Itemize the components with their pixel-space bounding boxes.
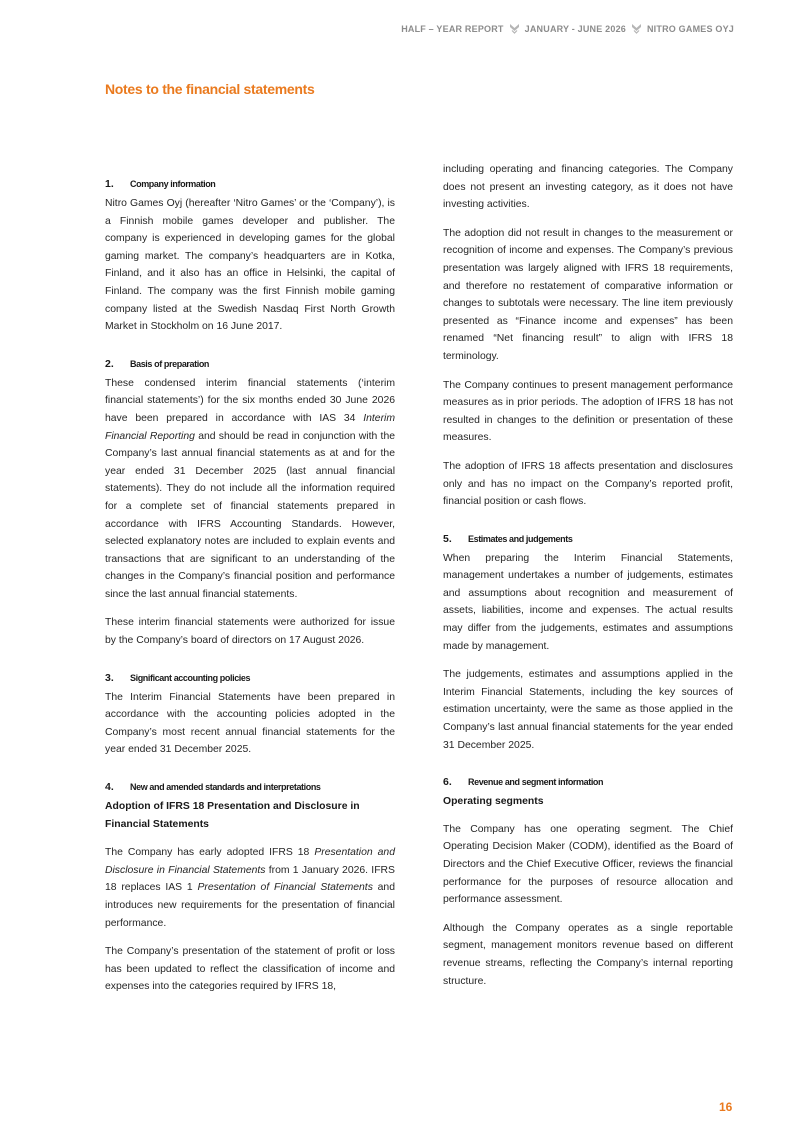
running-header [401,22,734,35]
left-column [105,178,395,1007]
section-5-paragraph-1: When preparing the Interim Financial Statements, management undertakes a number of judgements, estimates and assumptions about recognition and measurement of assets, liabilities, income and expenses. The actual results may differ from the judgements, estimates and assumptions made by management. [443,552,733,652]
section-4-paragraph-4: The Company continues to present management performance measures as in prior periods. The adoption of IFRS 18 has not resulted in changes to the definition or presentation of these measures. [443,379,733,444]
section-2-paragraph-2: These interim financial statements were authorized for issue by the Company’s board of directors on 17 August 2026. [105,617,395,647]
header-report-label: HALF – YEAR REPORT [401,23,504,34]
header-period-label: JANUARY - JUNE 2026 [524,23,626,34]
nitro-chevron-icon [509,23,520,36]
section-4-paragraph-3: The adoption did not result in changes to the measurement or recognition of income and expenses. The Company’s previous presentation was largely aligned with IFRS 18 requirements, and therefore no restatement of comparative information or changes to subtotals were necessary. The line item previously presented as “Finance income and expenses” has been renamed “Net financing result” to align with IFRS 18 terminology. [443,227,733,362]
section-3-paragraph: The Interim Financial Statements have been prepared in accordance with the accounting policies adopted in the Company’s most recent annual financial statements for the year ended 31 December 2025. [105,691,395,756]
section-number: 5. [443,532,452,545]
section-6-heading [443,776,733,788]
section-4-paragraph-2-continued: including operating and financing categories. The Company does not present an investing category, as it does not have investing activities. [443,164,733,211]
header-company-label: NITRO GAMES OYJ [646,23,734,34]
section-1-paragraph: Nitro Games Oyj (hereafter ‘Nitro Games’ or the ‘Company’), is a Finnish mobile games developer and publisher. The company is experienced in developing games for the global gaming market. The company’s headquarters are in Kotka, Finland, and it also has an office in Helsinki, the capital of Finland. The company was the first Finnish mobile gaming company listed at the Swedish Nasdaq First North Growth Market in Stockholm on 16 June 2017. [105,198,395,333]
section-title: New and amended standards and interpretations [130,782,321,793]
section-6-subheading: Operating segments [443,796,544,808]
section-4-subheading: Adoption of IFRS 18 Presentation and Disclosure in Financial Statements [105,801,360,830]
section-5-heading [443,533,733,545]
section-3-heading [105,672,395,684]
section-title: Significant accounting policies [130,672,251,683]
section-title: Estimates and judgements [468,533,573,544]
section-2-heading [105,358,395,370]
page-title: Notes to the financial statements [105,81,315,97]
section-6-paragraph-2: Although the Company operates as a single reportable segment, management monitors revenue based on different revenue streams, reflecting the Company’s internal reporting structure. [443,922,733,987]
section-number: 2. [105,357,114,370]
section-2-paragraph-1: These condensed interim financial statements (‘interim financial statements’) for the six months ended 30 June 2026 have been prepared in accordance with IAS 34 Interim Financial Reporting and should be read in conjunction with the Company’s last annual financial statements as at and for the year ended 31 December 2025 (last annual financial statements). They do not include all the information required for a complete set of financial statements prepared in accordance with IFRS Accounting Standards. However, selected explanatory notes are included to explain events and transactions that are significant to an understanding of the changes in the Company’s financial position and performance since the last annual financial statements. [105,377,395,600]
section-4-paragraph-2: The Company’s presentation of the statement of profit or loss has been updated to reflect the classification of income and expenses into the categories required by IFRS 18, [105,946,395,993]
section-number: 3. [105,671,114,684]
section-6-paragraph-1: The Company has one operating segment. The Chief Operating Decision Maker (CODM), identified as the Board of Directors and the Chief Executive Officer, reviews the financial performance for the purposes of resource allocation and performance assessment. [443,823,733,906]
section-number: 6. [443,776,452,789]
section-title: Revenue and segment information [468,777,604,788]
section-title: Basis of preparation [130,358,210,369]
section-number: 4. [105,781,114,794]
right-column [443,161,733,1001]
section-4-paragraph-5: The adoption of IFRS 18 affects presentation and disclosures only and has no impact on the Company’s reported profit, financial position or cash flows. [443,460,733,508]
section-4-paragraph-1: The Company has early adopted IFRS 18 Presentation and Disclosure in Financial Statements from 1 January 2026. IFRS 18 replaces IAS 1 Presentation of Financial Statements and introduces new requirements for the presentation of financial performance. [105,847,395,929]
section-1-heading [105,178,395,190]
nitro-chevron-icon [631,23,642,36]
section-4-heading [105,781,395,793]
section-number: 1. [105,178,114,190]
section-title: Company information [130,179,216,189]
page-number: 16 [719,1100,733,1114]
section-5-paragraph-2: The judgements, estimates and assumptions applied in the Interim Financial Statements, including the key sources of estimation uncertainty, were the same as those applied in the Company’s last annual financial statements for the year ended 31 December 2025. [443,669,733,751]
